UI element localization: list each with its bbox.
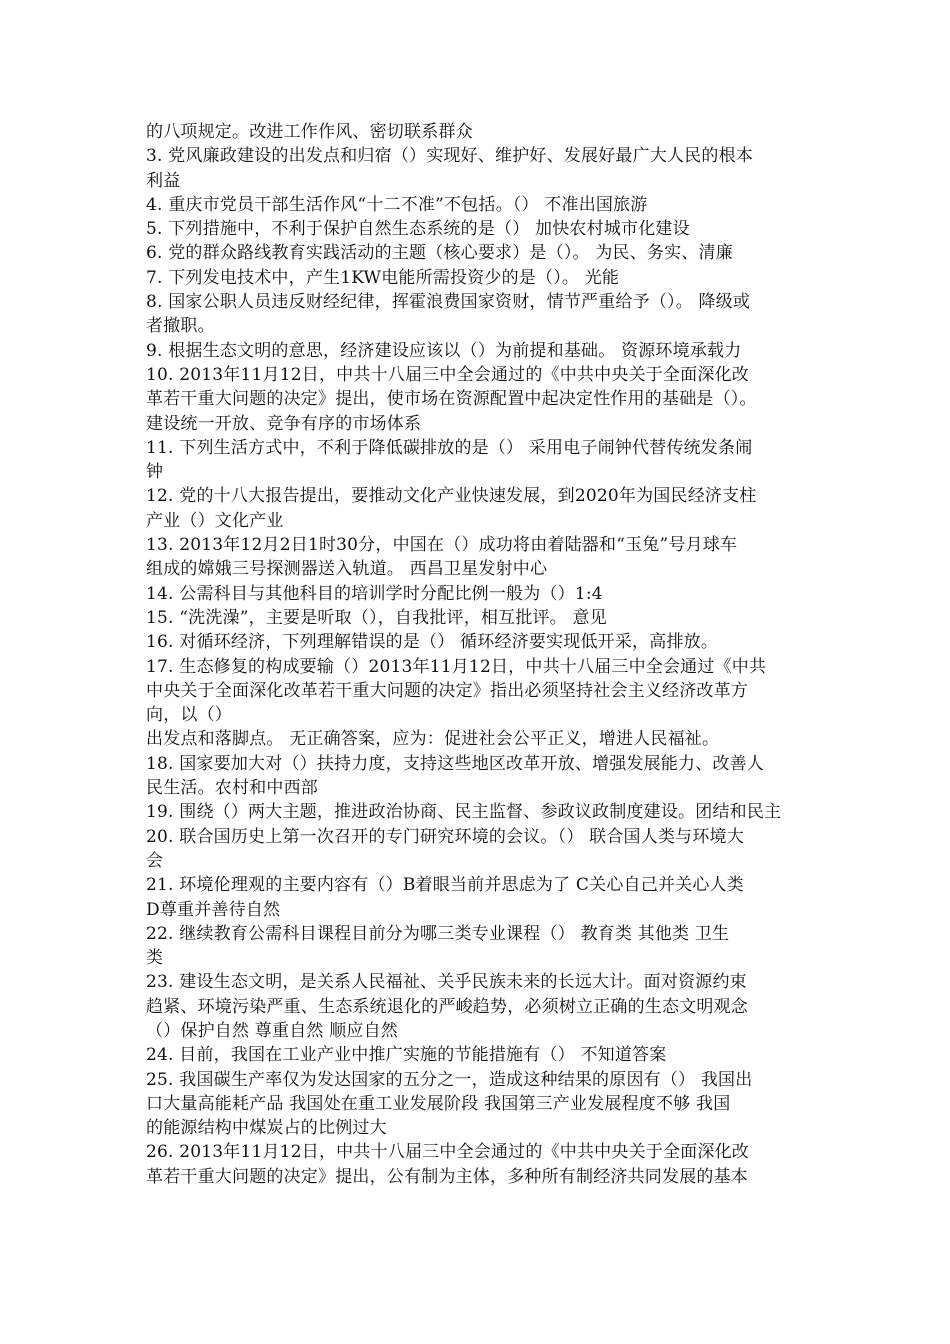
text-line: 17. 生态修复的构成要输（）2013年11月12日，中共十八届三中全会通过《中共: [146, 656, 767, 677]
document-body: [146, 120, 810, 1189]
text-line: 13. 2013年12月2日1时30分，中国在（）成功将由着陆器和“玉兔”号月球车: [146, 535, 738, 556]
text-line: 26. 2013年11月12日，中共十八届三中全会通过的《中共中央关于全面深化改: [146, 1142, 749, 1163]
text-line: 11. 下列生活方式中，不利于降低碳排放的是（） 采用电子闹钟代替传统发条闹: [146, 437, 753, 458]
text-line: 4. 重庆市党员干部生活作风“十二不准”不包括。（） 不准出国旅游: [146, 194, 648, 215]
text-line: 20. 联合国历史上第一次召开的专门研究环境的会议。（） 联合国人类与环境大: [146, 826, 744, 847]
text-line: 8. 国家公职人员违反财经纪律，挥霍浪费国家资财，情节严重给予（）。 降级或: [146, 292, 751, 313]
text-line: D尊重并善待自然: [146, 899, 281, 920]
text-line: 24. 目前，我国在工业产业中推广实施的节能措施有（） 不知道答案: [146, 1045, 667, 1066]
text-line: 9. 根据生态文明的意思，经济建设应该以（）为前提和基础。 资源环境承载力: [146, 340, 742, 361]
text-line: 7. 下列发电技术中，产生1KW电能所需投资少的是（）。 光能: [146, 267, 620, 288]
text-line: 革若干重大问题的决定》提出，使市场在资源配置中起决定性作用的基础是（）。: [146, 389, 757, 410]
text-line: 组成的嫦娥三号探测器送入轨道。 西昌卫星发射中心: [146, 559, 548, 580]
text-line: 民生活。农村和中西部: [146, 778, 318, 799]
text-line: 的能源结构中煤炭占的比例过大: [146, 1118, 387, 1139]
text-line: 出发点和落脚点。 无正确答案，应为：促进社会公平正义，增进人民福祉。: [146, 729, 720, 750]
text-line: 利益: [146, 170, 181, 191]
text-line: 3. 党风廉政建设的出发点和归宿（）实现好、维护好、发展好最广大人民的根本: [146, 146, 754, 167]
text-line: 23. 建设生态文明，是关系人民福祉、关乎民族未来的长远大计。面对资源约束: [146, 972, 747, 993]
text-line: 21. 环境伦理观的主要内容有（）B着眼当前并思虑为了 C关心自己并关心人类: [146, 875, 744, 896]
text-line: 6. 党的群众路线教育实践活动的主题（核心要求）是（）。 为民、务实、清廉: [146, 243, 733, 264]
text-line: 口大量高能耗产品 我国处在重工业发展阶段 我国第三产业发展程度不够 我国: [146, 1093, 731, 1114]
text-line: 产业（）文化产业: [146, 510, 284, 531]
text-line: 25. 我国碳生产率仅为发达国家的五分之一，造成这种结果的原因有（） 我国出: [146, 1069, 753, 1090]
text-line: （）保护自然 尊重自然 顺应自然: [146, 1020, 399, 1041]
text-line: 10. 2013年11月12日，中共十八届三中全会通过的《中共中央关于全面深化改: [146, 364, 749, 385]
text-line: 中央关于全面深化改革若干重大问题的决定》指出必须坚持社会主义经济改革方: [146, 680, 748, 701]
text-line: 建设统一开放、竞争有序的市场体系: [146, 413, 422, 434]
text-line: 革若干重大问题的决定》提出，公有制为主体，多种所有制经济共同发展的基本: [146, 1166, 748, 1187]
text-line: 22. 继续教育公需科目课程目前分为哪三类专业课程（） 教育类 其他类 卫生: [146, 923, 730, 944]
text-line: 18. 国家要加大对（）扶持力度，支持这些地区改革开放、增强发展能力、改善人: [146, 753, 765, 774]
text-line: 者撤职。: [146, 316, 215, 337]
text-line: 15. “洗洗澡”，主要是听取（），自我批评，相互批评。 意见: [146, 607, 607, 628]
text-line: 类: [146, 948, 164, 969]
text-line: 趋紧、环境污染严重、生态系统退化的严峻趋势，必须树立正确的生态文明观念: [146, 996, 748, 1017]
text-line: 19. 围绕（）两大主题，推进政治协商、民主监督、参政议政制度建设。团结和民主: [146, 802, 782, 823]
text-line: 会: [146, 850, 164, 871]
text-line: 5. 下列措施中，不利于保护自然生态系统的是（） 加快农村城市化建设: [146, 219, 690, 240]
text-line: 14. 公需科目与其他科目的培训学时分配比例一般为（）1:4: [146, 583, 603, 604]
text-line: 12. 党的十八大报告提出，要推动文化产业快速发展，到2020年为国民经济支柱: [146, 486, 757, 507]
text-line: 16. 对循环经济，下列理解错误的是（） 循环经济要实现低开采，高排放。: [146, 632, 719, 653]
text-line: 的八项规定。改进工作作风、密切联系群众: [146, 122, 473, 142]
text-line: 向，以（）: [146, 705, 232, 726]
text-line: 钟: [146, 462, 164, 483]
